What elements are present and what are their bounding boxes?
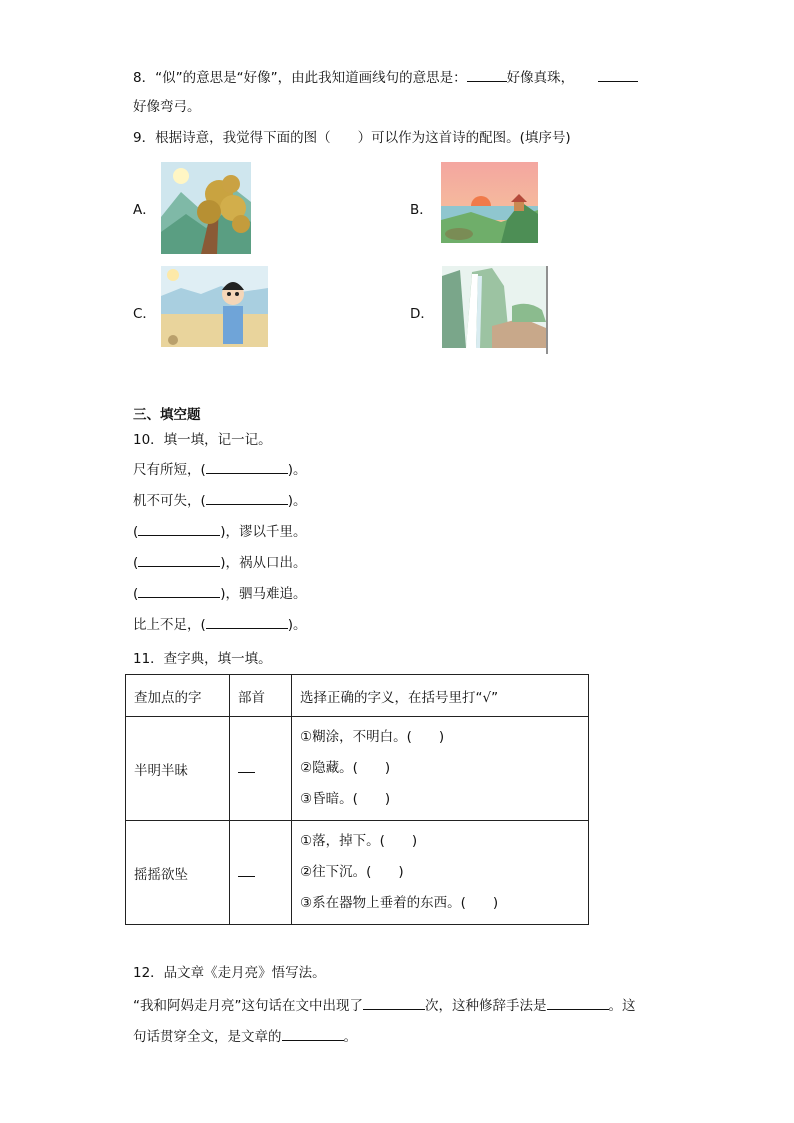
q12-line2: 句话贯穿全文，是文章的 。 <box>133 1029 357 1045</box>
q10-blank-5[interactable] <box>138 584 220 598</box>
row-word: 摇摇欲坠 <box>126 821 230 925</box>
header-meaning: 选择正确的字义，在括号里打“√” <box>292 675 589 717</box>
q10-blank-4[interactable] <box>138 553 220 567</box>
option-c-label: C． <box>133 306 156 322</box>
radical-blank[interactable] <box>230 821 292 925</box>
meaning-options <box>292 821 589 925</box>
meaning-option[interactable]: ①落，掉下。( ) <box>300 833 418 849</box>
option-a-label: A． <box>133 202 156 218</box>
q9-text: 9．根据诗意，我觉得下面的图（ ）可以作为这首诗的配图。(填序号) <box>133 130 571 146</box>
header-word: 查加点的字 <box>126 675 230 717</box>
table-row <box>126 717 589 821</box>
q12-line1: “我和阿妈走月亮”这句话在文中出现了 次，这种修辞手法是 。这 <box>133 998 636 1014</box>
row-word: 半明半昧 <box>126 717 230 821</box>
picture-c-child-seaside[interactable] <box>161 266 268 347</box>
q11-title: 11．查字典，填一填。 <box>133 651 272 667</box>
q8-line2: 好像弯弓。 <box>133 99 201 115</box>
q10-blank-6[interactable] <box>206 615 288 629</box>
q10-lines <box>133 455 307 641</box>
q8-blank-2[interactable] <box>598 68 638 82</box>
q12-blank-device[interactable] <box>547 996 609 1010</box>
q10-line-1: 尺有所短，( )。 <box>133 462 307 478</box>
q10-line-3: ( )，谬以千里。 <box>133 524 307 540</box>
meaning-option[interactable]: ③昏暗。( ) <box>300 791 391 807</box>
option-d-label: D． <box>410 306 434 322</box>
q12-blank-count[interactable] <box>363 996 425 1010</box>
section-3-title: 三、填空题 <box>133 407 201 423</box>
q10-blank-1[interactable] <box>206 460 288 474</box>
dictionary-table <box>125 674 589 925</box>
q8-prefix: 8．“似”的意思是“好像”，由此我知道画线句的意思是： <box>133 70 467 86</box>
q10-blank-3[interactable] <box>138 522 220 536</box>
table-row <box>126 821 589 925</box>
q10-blank-2[interactable] <box>206 491 288 505</box>
q8-line1 <box>133 68 638 87</box>
q8-blank-1[interactable] <box>467 68 507 82</box>
meaning-option[interactable]: ③系在器物上垂着的东西。( ) <box>300 895 499 911</box>
option-b-label: B． <box>410 202 433 218</box>
q10-line-4: ( )，祸从口出。 <box>133 555 307 571</box>
picture-d-waterfall[interactable] <box>442 266 548 354</box>
meaning-options <box>292 717 589 821</box>
q10-line-6: 比上不足，( )。 <box>133 617 307 633</box>
picture-a-moon-tree[interactable] <box>161 162 251 254</box>
header-radical: 部首 <box>230 675 292 717</box>
table-header-row <box>126 675 589 717</box>
meaning-option[interactable]: ②往下沉。( ) <box>300 864 404 880</box>
q12-blank-role[interactable] <box>282 1027 344 1041</box>
radical-blank[interactable] <box>230 717 292 821</box>
q10-title: 10．填一填，记一记。 <box>133 432 272 448</box>
picture-b-sunset-pavilion[interactable] <box>441 162 538 243</box>
q8-mid: 好像真珠， <box>506 70 575 86</box>
q10-line-2: 机不可失，( )。 <box>133 493 307 509</box>
q10-line-5: ( )，驷马难追。 <box>133 586 307 602</box>
meaning-option[interactable]: ②隐藏。( ) <box>300 760 391 776</box>
meaning-option[interactable]: ①糊涂，不明白。( ) <box>300 729 445 745</box>
q12-title: 12．品文章《走月亮》悟写法。 <box>133 965 326 981</box>
